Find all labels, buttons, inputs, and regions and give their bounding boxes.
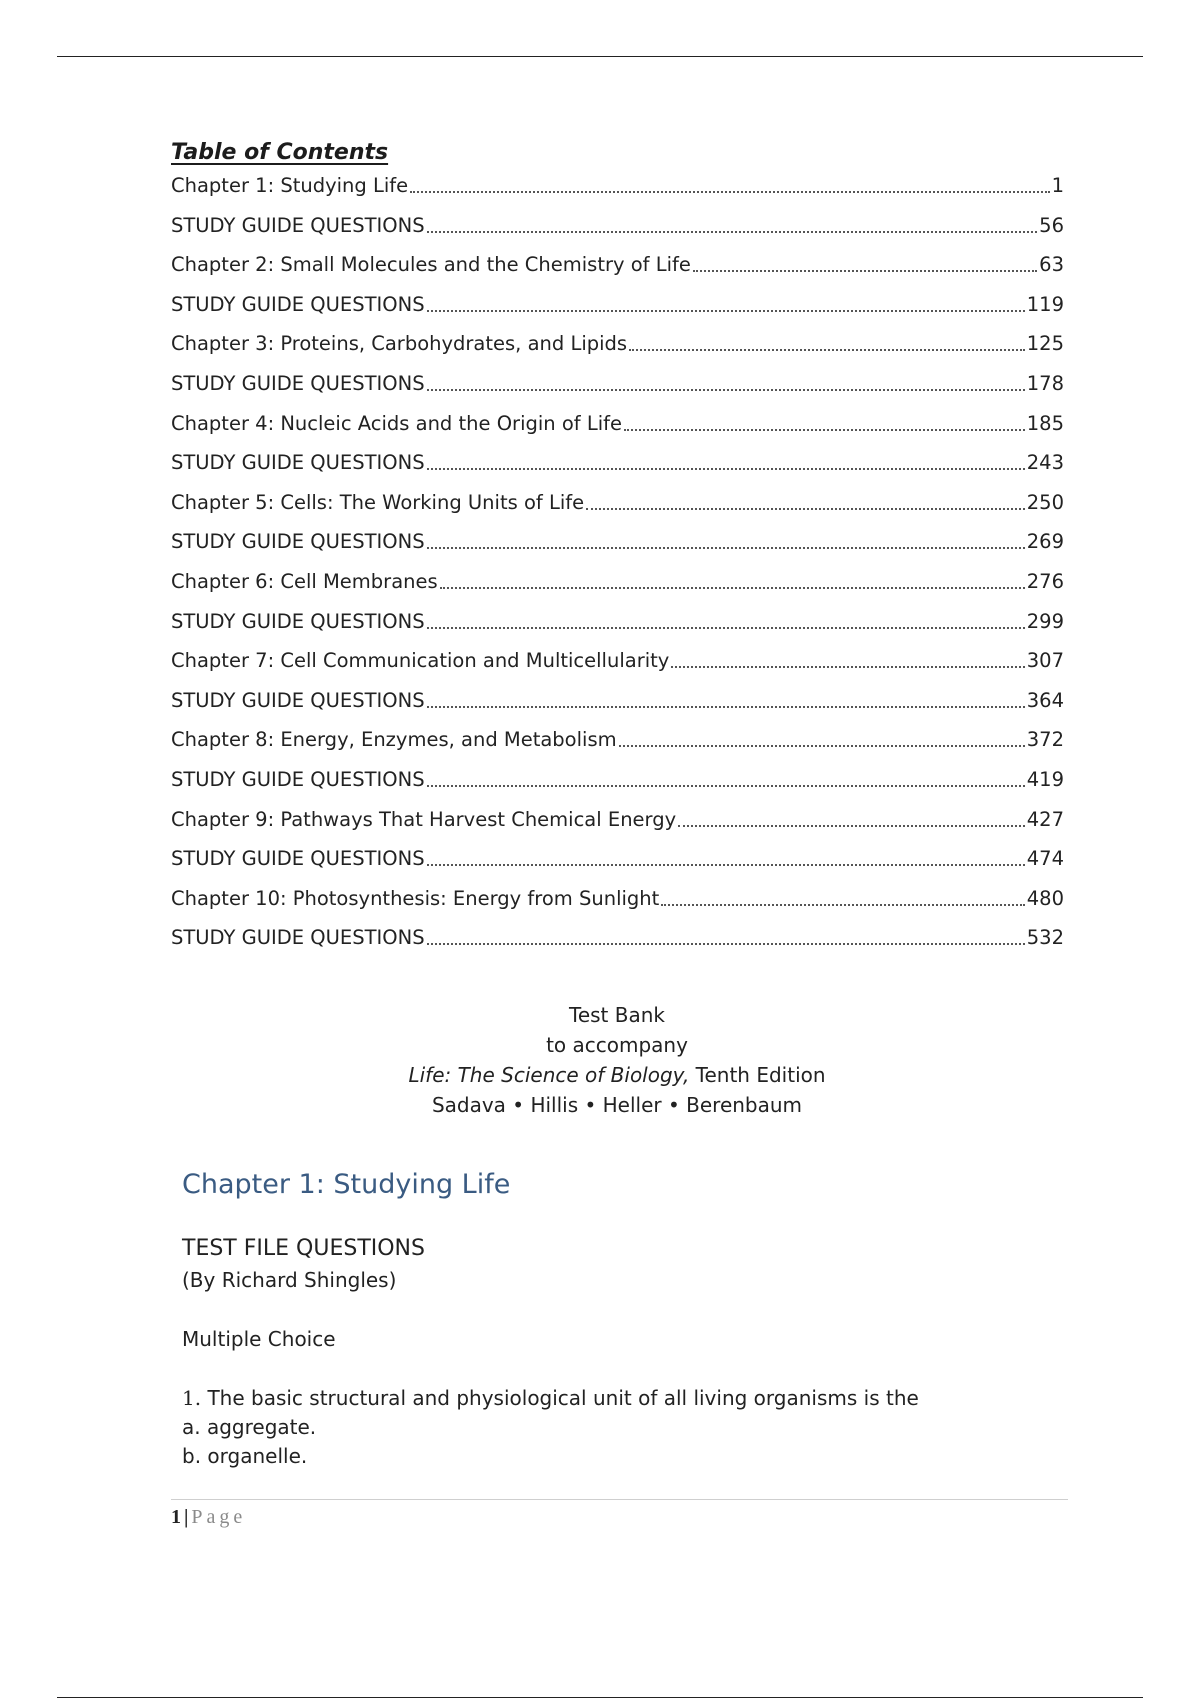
book-title: Life: The Science of Biology, [408, 1063, 690, 1087]
toc-entry-page: 364 [1026, 688, 1064, 712]
toc-dot-leader [586, 508, 1025, 510]
toc-entry-page: 250 [1026, 490, 1064, 514]
toc-entry-label: Chapter 5: Cells: The Working Units of Life [171, 490, 585, 514]
toc-dot-leader [619, 745, 1025, 747]
toc-entry[interactable] [171, 807, 1064, 833]
toc-entry-page: 119 [1026, 292, 1064, 316]
toc-entry-label: Chapter 4: Nucleic Acids and the Origin of Life [171, 411, 622, 435]
footer-page-word: Page [191, 1506, 247, 1528]
toc-entry-page: 419 [1026, 768, 1064, 791]
toc-entry-page: 185 [1026, 411, 1064, 435]
subsection-heading: Multiple Choice [182, 1327, 336, 1351]
page-footer [171, 1503, 246, 1531]
toc-entry[interactable] [171, 846, 1064, 872]
toc-entry-label: Chapter 3: Proteins, Carbohydrates, and Lipids [171, 332, 628, 356]
toc-dot-leader [671, 666, 1024, 668]
toc-dot-leader [624, 429, 1025, 431]
toc-entry-page: 125 [1026, 332, 1064, 356]
toc-entry-label: STUDY GUIDE QUESTIONS [171, 847, 425, 871]
toc-entry[interactable] [171, 213, 1064, 239]
toc-entry-label: Chapter 6: Cell Membranes [171, 570, 438, 593]
toc-dot-leader [427, 310, 1025, 312]
book-edition: Tenth Edition [689, 1063, 826, 1087]
toc-dot-leader [678, 825, 1025, 827]
toc-entry[interactable] [171, 371, 1064, 397]
toc-entry-label: Chapter 9: Pathways That Harvest Chemical Energy [171, 807, 677, 831]
toc-dot-leader [427, 547, 1025, 549]
toc-entry-label: Chapter 2: Small Molecules and the Chemistry of Life [171, 253, 691, 277]
toc-entry[interactable] [171, 173, 1064, 199]
toc-entry[interactable] [171, 569, 1064, 595]
toc-entry-page: 480 [1026, 886, 1064, 910]
toc-entry-page: 269 [1026, 530, 1064, 554]
toc-entry-page: 56 [1039, 213, 1064, 237]
toc-dot-leader [440, 587, 1025, 589]
toc-dot-leader [661, 904, 1024, 906]
toc-entry-label: STUDY GUIDE QUESTIONS [171, 372, 425, 395]
toc-dot-leader [410, 191, 1049, 193]
toc-entry[interactable] [171, 688, 1064, 714]
footer-rule [171, 1499, 1068, 1500]
toc-dot-leader [427, 389, 1025, 391]
front-line-test-bank: Test Bank [569, 1003, 665, 1027]
toc-entry[interactable] [171, 886, 1064, 912]
toc-entry-page: 532 [1026, 926, 1064, 950]
bottom-rule [57, 1697, 1143, 1698]
toc-entry-label: Chapter 7: Cell Communication and Multicellularity [171, 649, 670, 673]
toc-entry-page: 63 [1039, 253, 1064, 277]
toc-entry-page: 178 [1026, 372, 1064, 395]
toc-entry[interactable] [171, 292, 1064, 318]
top-rule [57, 56, 1143, 57]
toc-entry-label: STUDY GUIDE QUESTIONS [171, 292, 425, 316]
toc-dot-leader [427, 468, 1025, 470]
chapter-heading: Chapter 1: Studying Life [182, 1169, 511, 1200]
front-line-accompany: to accompany [546, 1033, 688, 1057]
toc-entry-page: 427 [1026, 807, 1064, 831]
table-of-contents [171, 140, 1064, 950]
front-matter [0, 1000, 1200, 1120]
toc-dot-leader [427, 231, 1038, 233]
toc-entry-label: Chapter 1: Studying Life [171, 174, 409, 197]
toc-entry[interactable] [171, 767, 1064, 793]
question-option-b: b. organelle. [182, 1444, 308, 1468]
toc-entry-label: STUDY GUIDE QUESTIONS [171, 213, 425, 237]
toc-entry[interactable] [171, 450, 1064, 476]
section-heading: TEST FILE QUESTIONS [182, 1236, 425, 1261]
toc-entry[interactable] [171, 331, 1064, 357]
question-text: The basic structural and physiological unit of all living organisms is the [201, 1386, 919, 1410]
front-line-authors: Sadava • Hillis • Heller • Berenbaum [431, 1093, 803, 1117]
toc-entry-page: 372 [1026, 728, 1064, 752]
toc-entry[interactable] [171, 529, 1064, 555]
toc-entry-page: 299 [1026, 609, 1064, 633]
toc-entry-label: STUDY GUIDE QUESTIONS [171, 530, 425, 554]
question-1 [182, 1384, 919, 1412]
footer-page-number: 1 [171, 1506, 181, 1528]
toc-entry[interactable] [171, 648, 1064, 674]
toc-dot-leader [693, 270, 1037, 272]
toc-title: Table of Contents [171, 140, 389, 165]
toc-entry-label: STUDY GUIDE QUESTIONS [171, 609, 425, 633]
toc-entry-page: 276 [1026, 570, 1064, 593]
footer-separator: | [184, 1506, 189, 1528]
toc-entry[interactable] [171, 490, 1064, 516]
toc-entry-page: 474 [1026, 847, 1064, 871]
toc-entry[interactable] [171, 411, 1064, 437]
toc-dot-leader [427, 627, 1025, 629]
toc-entry[interactable] [171, 252, 1064, 278]
toc-entry[interactable] [171, 609, 1064, 635]
toc-entry-page: 307 [1026, 649, 1064, 673]
question-number: 1. [182, 1386, 202, 1410]
toc-entry-label: STUDY GUIDE QUESTIONS [171, 768, 425, 791]
toc-entry-label: STUDY GUIDE QUESTIONS [171, 926, 425, 950]
toc-dot-leader [427, 864, 1025, 866]
toc-entry-page: 243 [1026, 451, 1064, 475]
toc-dot-leader [427, 943, 1025, 945]
toc-dot-leader [427, 785, 1025, 787]
toc-entry-label: Chapter 8: Energy, Enzymes, and Metabolism [171, 728, 617, 752]
byline: (By Richard Shingles) [182, 1268, 397, 1292]
front-line-book [0, 1060, 1200, 1090]
toc-entry-label: Chapter 10: Photosynthesis: Energy from Sunlight [171, 886, 660, 910]
toc-entry-label: STUDY GUIDE QUESTIONS [171, 688, 425, 712]
toc-entry[interactable] [171, 925, 1064, 951]
toc-entry-label: STUDY GUIDE QUESTIONS [171, 451, 425, 475]
toc-dot-leader [629, 349, 1025, 351]
toc-entry[interactable] [171, 727, 1064, 753]
question-option-a: a. aggregate. [182, 1415, 317, 1439]
toc-entry-page: 1 [1051, 174, 1064, 197]
toc-dot-leader [427, 706, 1025, 708]
